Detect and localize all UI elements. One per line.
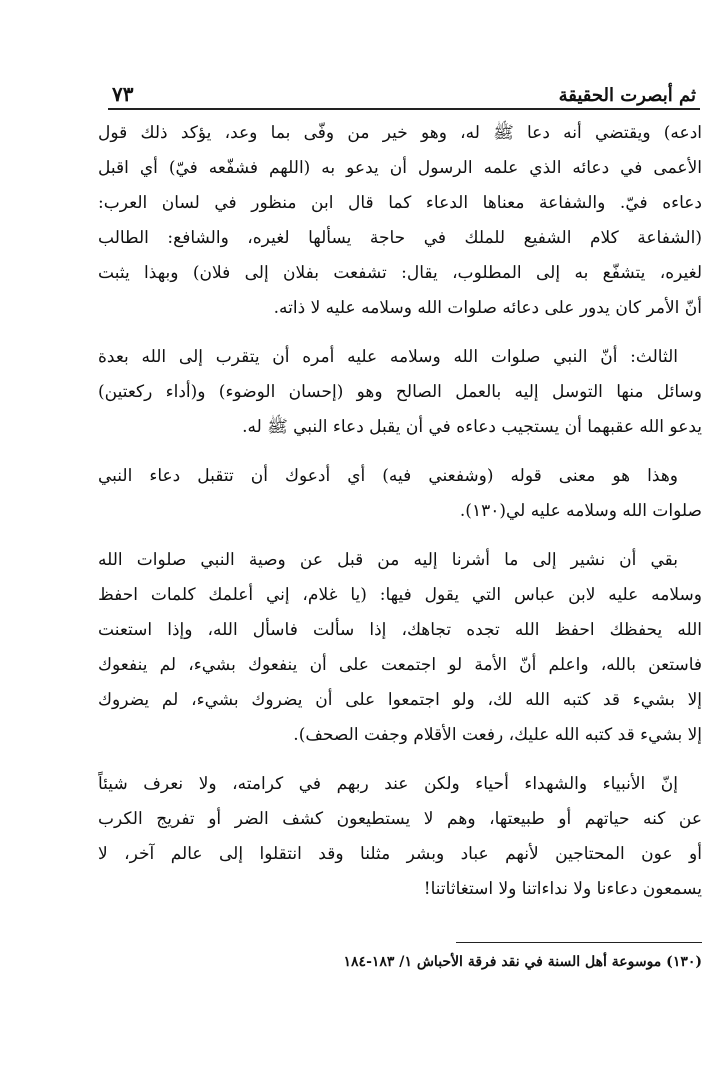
paragraph-4 bbox=[98, 543, 702, 753]
footnote: (١٣٠) موسوعة أهل السنة في نقد فرقة الأحباش ١/ ١٨٣-١٨٤ bbox=[343, 954, 702, 970]
text-line: الأعمى في دعائه الذي علمه الرسول أن يدعو به (اللهم فشفّعه فيّ) أي اقبل bbox=[98, 158, 702, 178]
text-line: عن كنه حياتهم أو طبيعتها، وهم لا يستطيعون كشف الضر أو تفريج الكرب bbox=[98, 809, 702, 829]
text-line: ادعه) ويقتضي أنه دعا ﷺ له، وهو خير من وفّى بما وعد، يؤكد ذلك قول bbox=[98, 123, 702, 143]
text-line: إلا بشيء قد كتبه الله عليك، رفعت الأقلام وجفت الصحف). bbox=[293, 725, 702, 745]
paragraph-2 bbox=[98, 340, 702, 445]
text-line: أو عون المحتاجين لأنهم عباد وبشر مثلنا وقد انتقلوا إلى عالم آخر، لا bbox=[98, 844, 702, 864]
text-line: دعاءه فيّ. والشفاعة معناها الدعاء كما قال ابن منظور في لسان العرب: bbox=[98, 193, 702, 213]
text-line: الله يحفظك احفظ الله تجده تجاهك، إذا سألت فاسأل الله، وإذا استعنت bbox=[98, 620, 702, 640]
paragraph-3 bbox=[98, 459, 702, 529]
footnote-rule bbox=[456, 942, 702, 943]
running-title: ثم أبصرت الحقيقة bbox=[558, 85, 696, 106]
text-line: (الشفاعة كلام الشفيع للملك في حاجة يسألها لغيره، والشافع: الطالب bbox=[98, 228, 702, 248]
text-line: وهذا هو معنى قوله (وشفعني فيه) أي أدعوك أن تتقبل دعاء النبي bbox=[98, 466, 678, 486]
text-line: يسمعون دعاءنا ولا نداءاتنا ولا استغاثاتنا! bbox=[423, 879, 702, 899]
text-line: الثالث: أنّ النبي صلوات الله وسلامه عليه أمره أن يتقرب إلى الله بعدة bbox=[98, 347, 678, 367]
text-line: فاستعن بالله، واعلم أنّ الأمة لو اجتمعت على أن ينفعوك بشيء، لم ينفعوك bbox=[98, 655, 702, 675]
page-header bbox=[112, 72, 696, 106]
text-line: أنّ الأمر كان يدور على دعائه صلوات الله وسلامه عليه لا ذاته. bbox=[273, 298, 702, 318]
paragraph-5 bbox=[98, 767, 702, 907]
paragraph-1 bbox=[98, 116, 702, 326]
text-line: لغيره، يتشفّع به إلى المطلوب، يقال: تشفعت بفلان إلى فلان) وبهذا يثبت bbox=[98, 263, 702, 283]
text-line: بقي أن نشير إلى ما أشرنا إليه من قبل عن وصية النبي صلوات الله bbox=[98, 550, 678, 570]
text-line: إنّ الأنبياء والشهداء أحياء ولكن عند ربهم في كرامته، ولا نعرف شيئاً bbox=[98, 774, 678, 794]
text-line: صلوات الله وسلامه عليه لي(١٣٠). bbox=[459, 501, 702, 521]
page-number: ٧٣ bbox=[112, 82, 134, 106]
text-line: إلا بشيء قد كتبه الله لك، ولو اجتمعوا على أن يضروك بشيء، لم يضروك bbox=[98, 690, 702, 710]
text-line: وسلامه عليه لابن عباس التي يقول فيها: (يا غلام، إني أعلمك كلمات احفظ bbox=[98, 585, 702, 605]
page-body bbox=[98, 116, 702, 907]
header-rule bbox=[108, 108, 700, 110]
text-line: يدعو الله عقبهما أن يستجيب دعاءه في أن يقبل دعاء النبي ﷺ له. bbox=[242, 417, 702, 437]
text-line: وسائل منها التوسل إليه بالعمل الصالح وهو (إحسان الوضوء) و(أداء ركعتين) bbox=[98, 382, 702, 402]
